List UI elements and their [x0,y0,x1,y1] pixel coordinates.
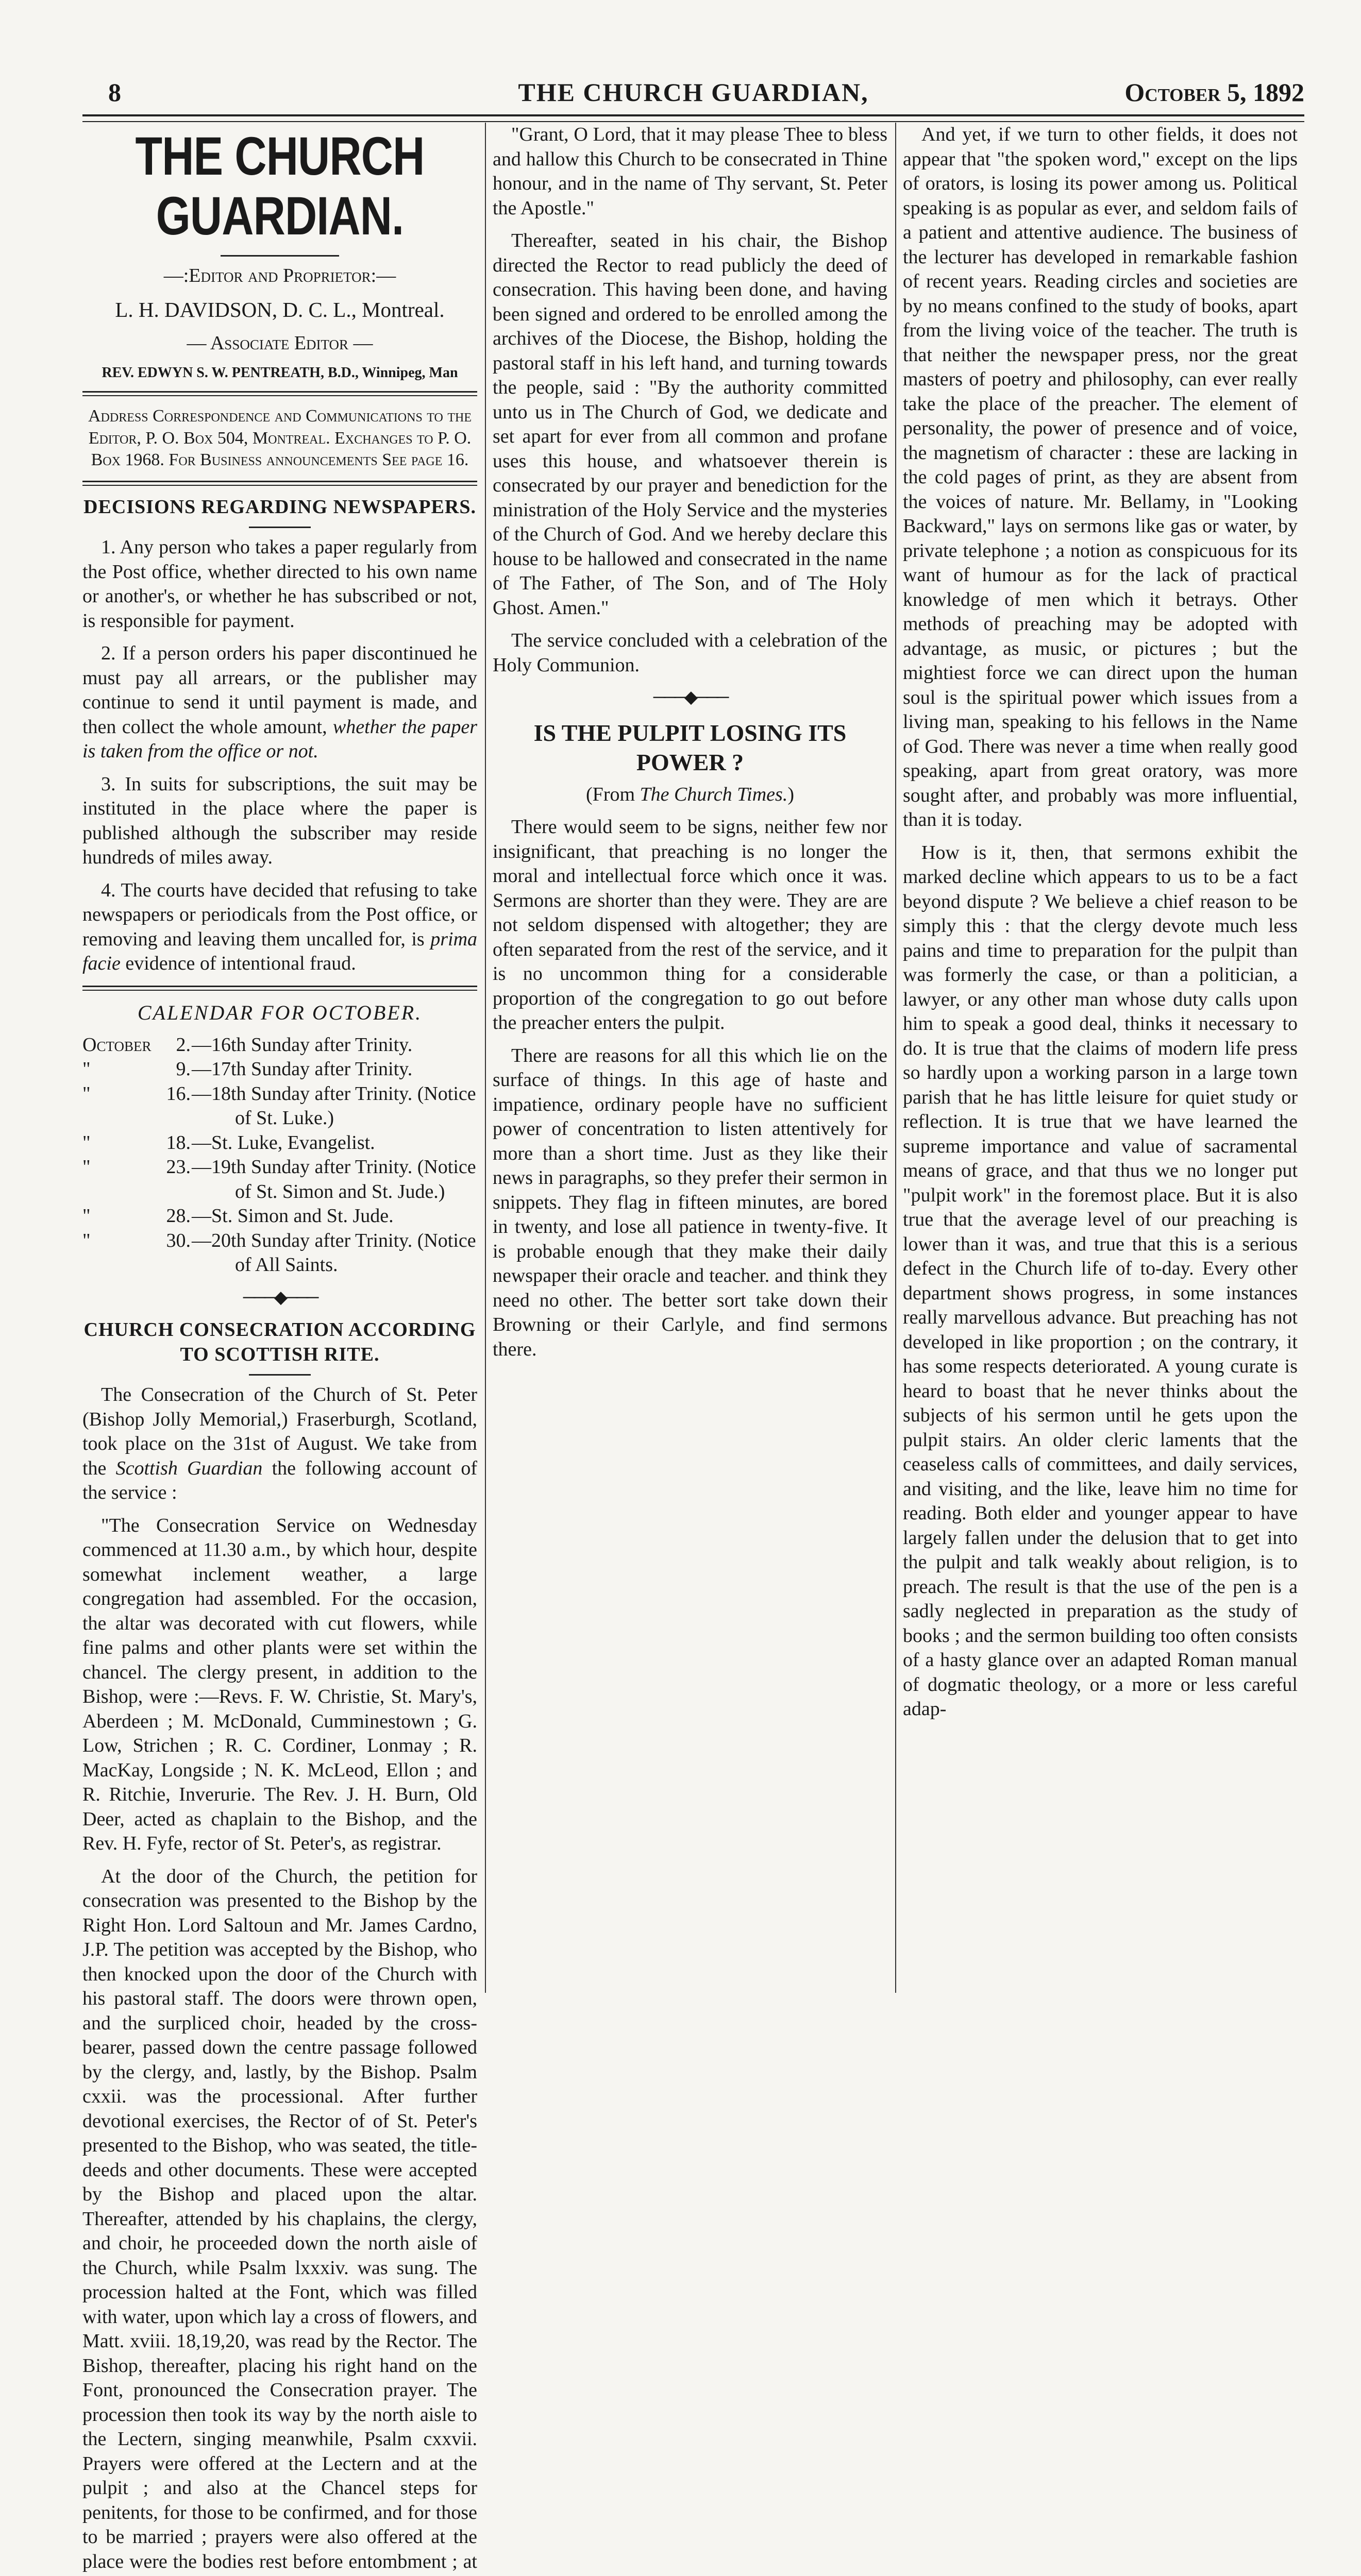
consecration-title: CHURCH CONSECRATION ACCORDING TO SCOTTISH RITE. [83,1319,476,1365]
associate-name: REV. EDWYN S. W. PENTREATH, B.D., Winnipeg, Man [102,365,458,381]
consecration-continued [493,123,887,1362]
associate-heading: — Associate Editor — [187,332,373,354]
consecration-paragraph: Thereafter, seated in his chair, the Bishop directed the Rector to read publicly the deed of consecration. This having been done, and having been signed and ordered to be enrolled among the archives of the Diocese, the Bishop, holding the pastoral staff in his left hand, and turning towards the people, said : "By the authority committed unto us in The Church of God, we dedicate and set apart for ever from all common and profane uses this house, and whatsoever therein is consecrated by our prayer and benediction for the ministration of the Holy Service and the mysteries of the Church of God. And we hereby declare this house to be hallowed and consecrated in the name of The Father, of The Son, and of The Holy Ghost. Amen." [493,230,887,619]
column-1 [82,123,478,2572]
editor-heading: —:Editor and Proprietor:— [163,265,396,286]
column-divider [485,123,486,1993]
column-3 [903,123,1298,2008]
editor-name: L. H. DAVIDSON, D. C. L., Montreal. [115,297,445,321]
running-header [82,77,1304,113]
calendar-row: October 2. —16th Sunday after Trinity. [82,1033,413,1056]
ornament-divider: ───◆─── [243,1287,317,1307]
calendar-row: " 18. —St. Luke, Evangelist. [82,1131,375,1154]
decision-item: 3. In suits for subscriptions, the suit may be instituted in the place where the paper is published although the subscriber may reside hundreds of miles away. [82,773,477,869]
address-notice: Address Correspondence and Communications to the Editor, P. O. Box 504, Montreal. Exchanges to P. O. Box 1968. For Business announcements See page 16. [88,406,472,470]
divider [82,391,477,396]
divider [82,986,477,991]
issue-date: October 5, 1892 [1124,78,1304,107]
divider [249,527,311,528]
pulpit-paragraph: How is it, then, that sermons exhibit the marked decline which appears to us to be a fact beyond dispute ? We believe a chief reason to be simply this : that the clergy devote much less pains and time to preparation for the pulpit than was formerly the case, or than a politician, a lawyer, or any other man whose duty calls upon him to speak a good deal, thinks it necessary to do. It is true that the claims of modern life press so hardly upon a working parson in a large town parish that he has little leisure for quiet study or reflection. It is true that we have learned the supreme importance and value of sacramental means of grace, and that thus we no longer put "pulpit work" in the foremost place. But it is also true that the average level of our preaching is lower than it was, and true that this is a serious defect in the Church life of to-day. Every other department shows progress, in some instances really marvellous advance. But preaching has not developed in like proportion ; on the contrary, it has some respects deteriorated. A young curate is heard to boast that he never thinks about the subjects of his sermon until he gets upon the pulpit stairs. An older cleric laments that the ceaseless calls of committees, and daily services, and visiting, and the like, leave him no time for reading. Both elder and younger appear to have largely fallen under the delusion that to get into the pulpit and talk weakly about religion, is to preach. The result is that the use of the pen is a sadly neglected in preparation as the study of books ; and the sermon building too often consists of a hasty glance over an adapted Roman manual of dogmatic theology, or a more or less careful adap- [903,841,1298,1720]
decision-item: 2. If a person orders his paper discontinued he must pay all arrears, or the publisher may continue to send it until payment is made, and then collect the whole amount, whether the paper is taken from the office or not. [82,642,477,762]
divider [82,481,477,486]
consecration-paragraph: At the door of the Church, the petition for consecration was presented to the Bishop by the Right Hon. Lord Saltoun and Mr. James Cardno, J.P. The petition was accepted by the Bishop, who then knocked upon the door of the Church with his pastoral staff. The doors were thrown open, and the surpliced choir, headed by the cross-bearer, passed down the centre passage followed by the clergy, and, lastly, by the Bishop. Psalm cxxii. was the processional. After further devotional exercises, the Rector of of St. Peter's presented to the Bishop, who was seated, the title-deeds and other documents. These were accepted by the Bishop and placed upon the altar. Thereafter, attended by his chaplains, the clergy, and choir, he proceeded down the north aisle of the Church, while Psalm lxxxiv. was sung. The procession halted at the Font, which was filled with water, upon which lay a cross of flowers, and Matt. xviii. 18,19,20, was read by the Rector. The Bishop, thereafter, placing his right hand on the Font, pronounced the Consecration prayer. The procession then took its way by the north aisle to the Lectern, singing meanwhile, Psalm cxxvii. Prayers were offered at the Lectern and at the pulpit ; and also at the Chancel steps for penitents, for those to be confirmed, and for those to be married ; prayers were also offered at the place were the bodies rest before entombment ; at [82,1865,477,2572]
column-divider [895,123,896,1993]
decisions-title: DECISIONS REGARDING NEWSPAPERS. [83,496,476,518]
decision-item: 4. The courts have decided that refusing to take newspapers or periodicals from the Post office, or removing and leaving them uncalled for, is prima facie evidence of intentional fraud. [82,879,478,975]
running-title: THE CHURCH GUARDIAN, [518,78,869,107]
calendar-row: " 30. —20th Sunday after Trinity. (Notice of All Saints. [82,1229,476,1276]
masthead-title: THE CHURCH GUARDIAN. [135,126,425,246]
calendar-title: CALENDAR FOR OCTOBER. [137,1001,423,1024]
page-number: 8 [108,78,121,107]
decision-item: 1. Any person who takes a paper regularly from the Post office, whether directed to his own name or another's, or whether he has subscribed or not, is responsible for payment. [82,536,477,632]
consecration-paragraph: "Grant, O Lord, that it may please Thee to bless and hallow this Church to be consecrated in Thine honour, and in the name of Thy servant, St. Peter the Apostle." [493,124,887,219]
pulpit-title: IS THE PULPIT LOSING ITS POWER ? [533,719,847,775]
header-rule [82,114,1304,122]
column-2 [493,123,887,2008]
divider [221,255,339,257]
calendar-row: " 23. —19th Sunday after Trinity. (Notice of St. Simon and St. Jude.) [82,1156,476,1202]
pulpit-paragraph: There would seem to be signs, neither few nor insignificant, that preaching is no longer the moral and intellectual force which once it was. Sermons are shorter than they were. They are are not seldom dispensed with altogether; they are often separated from the rest of the service, and it is no uncommon thing for a considerable proportion of the congregation to go out before the preacher enters the pulpit. [493,816,887,1033]
pulpit-paragraph: There are reasons for all this which lie on the surface of things. In this age of haste and impatience, ordinary people have no sufficient power of concentration to listen attentively for more than a short time. Just as they like their news in paragraphs, so they prefer their sermon in snippets. They flag in fifteen minutes, are bored in twenty, and lose all patience in twenty-five. It is probable enough that they make their daily newspaper their oracle and teacher. and think they need no other. The better sort take down their Browning or their Carlyle, and find sermons there. [493,1044,887,1360]
calendar-row: " 9. —17th Sunday after Trinity. [82,1058,413,1080]
ornament-divider: ───◆─── [653,688,727,707]
pulpit-source: (From The Church Times.) [586,783,794,805]
consecration-paragraph: The service concluded with a celebration of the Holy Communion. [493,630,887,676]
calendar-row: " 16. —18th Sunday after Trinity. (Notice of St. Luke.) [82,1082,476,1129]
pulpit-paragraph: And yet, if we turn to other fields, it does not appear that "the spoken word," except on the lips of orators, is losing its power among us. Political speaking is as popular as ever, and seldom fails of a patient and attentive audience. The business of the lecturer has developed in remarkable fashion of recent years. Reading circles and societies are by no means confined to the study of books, apart from the living voice of the teacher. The truth is that neither the newspaper press, nor the great masters of poetry and philosophy, can ever really take the place of the preacher. The element of personality, the power of presence and of voice, the magnetism of character : these are lacking in the cold pages of print, as they are absent from the voices of nature. Mr. Bellamy, in "Looking Backward," lays on sermons like gas or water, by private telephone ; a notion as conspicuous for its want of humour as for the lack of practical knowledge of men which it betrays. Other methods of preaching may be adopted with advantage, as music, or pictures ; but the mightiest force we can direct upon the human soul is the spiritual power which issues from a living man, speaking to his fellows in the Name of God. There was never a time when really good speaking, apart from great oratory, was more sought after, and probably was more influential, than it is today. [903,124,1298,831]
divider [249,1374,311,1376]
consecration-intro: The Consecration of the Church of St. Peter (Bishop Jolly Memorial,) Fraserburgh, Scotland, took place on the 31st of August. We take from the Scottish Guardian the following account of the service : [82,1384,477,1504]
consecration-paragraph: "The Consecration Service on Wednesday commenced at 11.30 a.m., by which hour, despite somewhat inclement weather, a large congregation had assembled. For the occasion, the altar was decorated with cut flowers, while fine palms and other plants were set within the chancel. The clergy present, in addition to the Bishop, were :—Revs. F. W. Christie, St. Mary's, Aberdeen ; M. McDonald, Cumminestown ; G. Low, Strichen ; R. C. Cordiner, Lonmay ; R. MacKay, Longside ; N. K. McLeod, Ellon ; and R. Ritchie, Inverurie. The Rev. J. H. Burn, Old Deer, acted as chaplain to the Bishop, and the Rev. H. Fyfe, rector of St. Peter's, as registrar. [82,1514,477,1855]
calendar-row: " 28. —St. Simon and St. Jude. [82,1205,394,1227]
